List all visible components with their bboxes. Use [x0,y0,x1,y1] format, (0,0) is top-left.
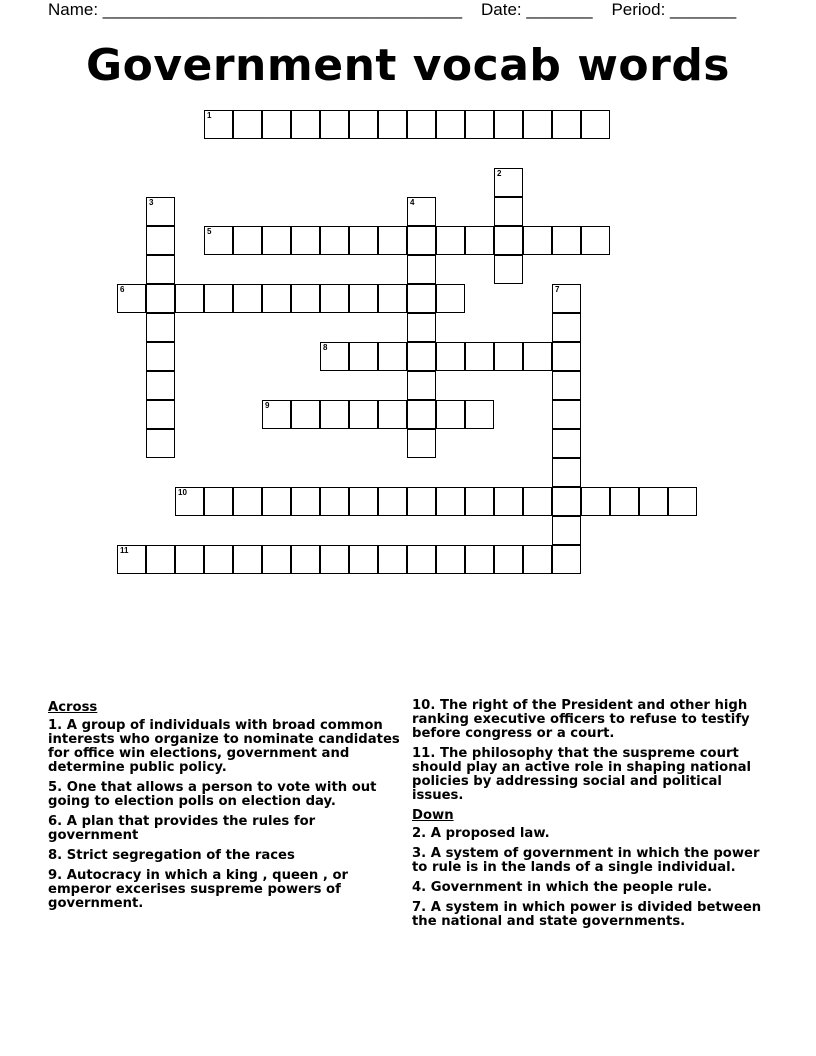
clue-across-10 [412,699,774,741]
crossword-cell[interactable] [465,545,494,574]
crossword-cell[interactable] [639,487,668,516]
crossword-cell[interactable] [465,487,494,516]
crossword-cell[interactable] [320,226,349,255]
clue-number-label: 3 [149,197,154,207]
crossword-cell[interactable] [465,110,494,139]
crossword-cell[interactable] [233,545,262,574]
crossword-cell[interactable] [349,400,378,429]
crossword-cell[interactable] [581,110,610,139]
crossword-cell[interactable] [552,429,581,458]
clue-text: A system in which power is divided between the national and state governments. [412,900,762,929]
crossword-cell[interactable] [436,545,465,574]
clue-number: 4. [412,880,427,895]
crossword-cell[interactable] [552,313,581,342]
clue-number-label: 10 [178,487,187,497]
crossword-cell[interactable] [523,226,552,255]
crossword-cell[interactable] [494,545,523,574]
crossword-cell[interactable] [407,487,436,516]
crossword-cell[interactable] [146,313,175,342]
crossword-cell[interactable] [349,545,378,574]
crossword-cell[interactable] [378,400,407,429]
crossword-cell[interactable] [146,255,175,284]
clue-number: 3. [412,846,427,861]
clue-number-label: 7 [555,284,560,294]
crossword-cell[interactable] [233,487,262,516]
crossword-cell[interactable] [552,545,581,574]
crossword-cell[interactable] [465,400,494,429]
crossword-cell[interactable] [407,371,436,400]
crossword-cell[interactable] [407,429,436,458]
crossword-cell[interactable] [552,226,581,255]
crossword-cell[interactable] [494,197,523,226]
crossword-cell[interactable] [204,284,233,313]
crossword-cell[interactable] [349,284,378,313]
across-heading: Across [48,700,98,715]
crossword-cell[interactable] [407,284,436,313]
clue-number: 7. [412,900,427,915]
crossword-cell[interactable] [146,226,175,255]
crossword-cell[interactable] [552,284,581,313]
clue-text: The philosophy that the suspreme court should play an active role in shaping national policies by addressing social and political issues. [412,746,752,803]
crossword-cell[interactable] [262,226,291,255]
crossword-cell[interactable] [262,545,291,574]
crossword-cell[interactable] [378,342,407,371]
crossword-cell[interactable] [320,284,349,313]
crossword-cell[interactable] [465,226,494,255]
crossword-cell[interactable] [436,226,465,255]
crossword-cell[interactable] [610,487,639,516]
crossword-cell[interactable] [523,545,552,574]
clue-text: A system of government in which the power to rule is in the lands of a single individual. [412,846,760,875]
crossword-cell[interactable] [262,110,291,139]
crossword-cell[interactable] [581,226,610,255]
crossword-cell[interactable] [378,284,407,313]
crossword-cell[interactable] [291,110,320,139]
clue-number: 9. [48,868,63,883]
clue-number: 6. [48,814,63,829]
crossword-cell[interactable] [320,342,349,371]
period-label: Period: [611,0,671,19]
crossword-cell[interactable] [436,110,465,139]
clue-number: 1. [48,718,63,733]
clues-column-left [48,699,404,917]
clue-number-label: 1 [207,110,212,120]
clue-number: 10. [412,698,436,713]
crossword-cell[interactable] [407,545,436,574]
crossword-cell[interactable] [407,342,436,371]
clue-number-label: 8 [323,342,328,352]
crossword-cell[interactable] [436,342,465,371]
period-blank[interactable]: _______ [670,0,737,19]
clue-text: One that allows a person to vote with out going to election polls on election day. [48,780,377,809]
crossword-cell[interactable] [552,516,581,545]
crossword-cell[interactable] [204,226,233,255]
clue-number-label: 5 [207,226,212,236]
crossword-cell[interactable] [320,400,349,429]
clue-across-1 [48,719,404,775]
crossword-cell[interactable] [407,255,436,284]
crossword-cell[interactable] [436,487,465,516]
crossword-cell[interactable] [494,226,523,255]
clue-across-9 [48,869,404,911]
clue-number-label: 9 [265,400,270,410]
crossword-cell[interactable] [291,284,320,313]
clue-across-5 [48,781,404,809]
page-title: Government vocab words [85,40,730,91]
crossword-cell[interactable] [581,487,610,516]
crossword-cell[interactable] [204,545,233,574]
crossword-cell[interactable] [523,110,552,139]
crossword-cell[interactable] [146,284,175,313]
crossword-cell[interactable] [494,110,523,139]
crossword-cell[interactable] [320,110,349,139]
clue-number: 11. [412,746,436,761]
clue-number-label: 6 [120,284,125,294]
name-blank[interactable]: ______________________________________ [102,0,463,19]
crossword-cell[interactable] [552,342,581,371]
clue-number-label: 2 [497,168,502,178]
crossword-cell[interactable] [320,487,349,516]
crossword-cell[interactable] [291,400,320,429]
clue-text: Government in which the people rule. [426,880,712,895]
name-label: Name: [48,0,103,19]
clue-text: Strict segregation of the races [62,848,295,863]
crossword-cell[interactable] [233,226,262,255]
crossword-cell[interactable] [523,487,552,516]
crossword-cell[interactable] [407,400,436,429]
crossword-cell[interactable] [523,342,552,371]
crossword-cell[interactable] [262,284,291,313]
clue-text: Autocracy in which a king , queen , or emperor excerises suspreme powers of government. [48,868,349,911]
crossword-cell[interactable] [117,284,146,313]
crossword-cell[interactable] [668,487,697,516]
crossword-cell[interactable] [146,371,175,400]
crossword-cell[interactable] [175,545,204,574]
clue-text: A plan that provides the rules for government [48,814,316,843]
down-heading: Down [412,808,454,823]
clue-across-6 [48,815,404,843]
crossword-cell[interactable] [146,342,175,371]
crossword-cell[interactable] [552,487,581,516]
crossword-cell[interactable] [436,284,465,313]
crossword-cell[interactable] [204,487,233,516]
clue-text: A group of individuals with broad common interests who organize to nominate candidates for office win elections, government and determine public policy. [48,718,400,775]
clue-down-4 [412,881,774,895]
crossword-cell[interactable] [407,226,436,255]
date-blank[interactable]: _______ [526,0,593,19]
clue-number-label: 4 [410,197,415,207]
crossword-cell[interactable] [233,284,262,313]
crossword-cell[interactable] [436,400,465,429]
clue-number: 2. [412,826,427,841]
clue-across-11 [412,747,774,803]
crossword-cell[interactable] [175,284,204,313]
clue-down-2 [412,827,774,841]
crossword-cell[interactable] [552,400,581,429]
crossword-cell[interactable] [349,110,378,139]
clue-down-7 [412,901,774,929]
crossword-cell[interactable] [378,545,407,574]
crossword-cell[interactable] [494,342,523,371]
crossword-cell[interactable] [552,110,581,139]
crossword-cell[interactable] [146,197,175,226]
crossword-cell[interactable] [552,371,581,400]
clues-column-right [412,699,774,935]
crossword-cell[interactable] [262,400,291,429]
crossword-cell[interactable] [204,110,233,139]
crossword-cell[interactable] [349,487,378,516]
crossword-cell[interactable] [378,110,407,139]
date-label: Date: [480,0,527,19]
clue-number: 5. [48,780,63,795]
crossword-cell[interactable] [407,313,436,342]
crossword-cell[interactable] [407,110,436,139]
crossword-cell[interactable] [117,545,146,574]
crossword-cell[interactable] [378,487,407,516]
crossword-cell[interactable] [494,487,523,516]
crossword-cell[interactable] [146,545,175,574]
crossword-cell[interactable] [291,487,320,516]
crossword-cell[interactable] [146,429,175,458]
crossword-cell[interactable] [407,197,436,226]
clue-across-8 [48,849,404,863]
clue-down-3 [412,847,774,875]
crossword-cell[interactable] [494,168,523,197]
clue-number: 8. [48,848,63,863]
crossword-cell[interactable] [349,342,378,371]
clue-text: The right of the President and other high ranking executive officers to refuse to testify before congress or a court. [412,698,750,741]
crossword-cell[interactable] [233,110,262,139]
clue-number-label: 11 [120,545,129,555]
crossword-cell[interactable] [552,458,581,487]
crossword-cell[interactable] [465,342,494,371]
crossword-cell[interactable] [494,255,523,284]
crossword-cell[interactable] [291,545,320,574]
crossword-cell[interactable] [175,487,204,516]
crossword-cell[interactable] [262,487,291,516]
crossword-cell[interactable] [291,226,320,255]
clue-text: A proposed law. [426,826,550,841]
crossword-cell[interactable] [320,545,349,574]
crossword-cell[interactable] [378,226,407,255]
crossword-cell[interactable] [349,226,378,255]
crossword-cell[interactable] [146,400,175,429]
